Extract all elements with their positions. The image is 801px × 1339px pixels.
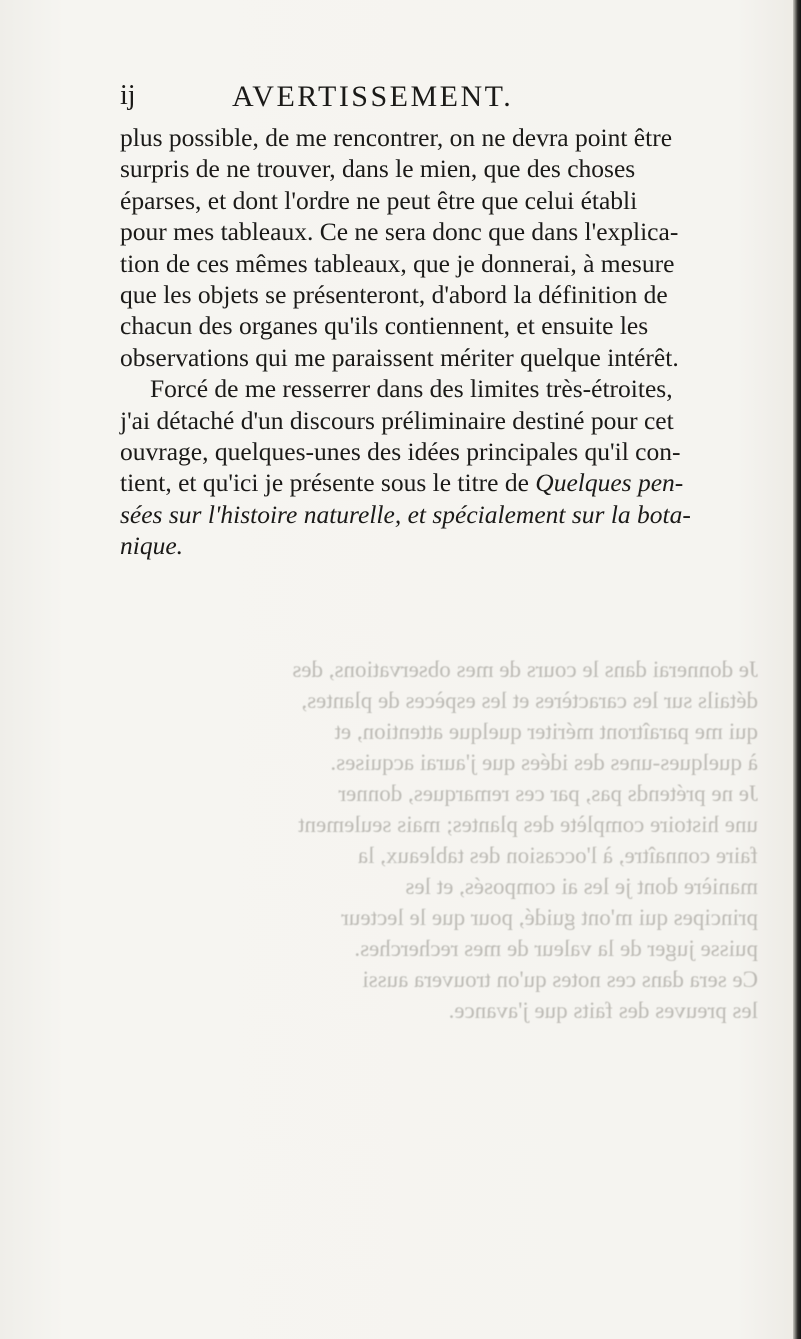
body-text [120, 122, 770, 562]
bleed-through-text [238, 654, 758, 1039]
text-line: surpris de ne trouver, dans le mien, que des choses [120, 154, 636, 184]
paragraph-2 [120, 373, 770, 561]
text-line: j'ai détaché d'un discours préliminaire destiné pour cet [120, 405, 674, 435]
bleed-line: Je ne prétends pas, par ces remarques, donner [338, 781, 758, 806]
text-line: observations qui me paraissent mériter quelque intérêt. [120, 342, 679, 372]
text-line: plus possible, de me rencontrer, on ne devra point être [120, 123, 673, 152]
text-line: tion de ces mêmes tableaux, que je donnerai, à mesure [120, 248, 675, 278]
bleed-line: manière dont je les ai composés, et les [405, 874, 758, 899]
bleed-line: à quelques-unes des idées que j'aurai acquises. [330, 750, 758, 775]
text-line: pour mes tableaux. Ce ne sera donc que dans l'explica- [120, 217, 679, 247]
bleed-line: faire connaître, à l'occasion des tableaux, la [357, 843, 758, 868]
bleed-line: une histoire complète des plantes; mais seulement [298, 812, 758, 837]
text-line: tient, et qu'ici je présente sous le titre de [120, 468, 536, 498]
text-line: Forcé de me resserrer dans des limites très-étroites, [150, 374, 673, 404]
page-number: ij [120, 80, 136, 111]
bleed-line: qui me paraîtront mériter quelque attention, et [334, 719, 758, 744]
running-header [120, 80, 760, 120]
title-italic-start: Quelques pen- [535, 468, 684, 498]
text-line: éparses, et dont l'ordre ne peut être que celui établi [120, 185, 638, 215]
bleed-line: détails sur les caractères et les espèces de plantes, [301, 688, 758, 713]
title-italic-line: nique. [120, 531, 184, 561]
title-italic-line: sées sur l'histoire naturelle, et spécialement sur la bota- [120, 499, 691, 529]
text-line-with-title [120, 467, 770, 498]
paragraph-1 [120, 122, 770, 373]
running-head-title: AVERTISSEMENT. [232, 80, 514, 113]
bleed-line: les preuves des faits que j'avance. [448, 998, 758, 1023]
text-line: que les objets se présenteront, d'abord la définition de [120, 280, 668, 310]
page-edge-shadow [793, 0, 801, 1339]
bleed-line: puisse juger de la valeur de mes recherches. [354, 936, 758, 961]
text-line: chacun des organes qu'ils contiennent, et ensuite les [120, 311, 649, 341]
bleed-line: principes qui m'ont guidé, pour que le lecteur [341, 905, 758, 930]
text-line: ouvrage, quelques-unes des idées principales qu'il con- [120, 437, 681, 467]
bleed-line: Ce sera dans ces notes qu'on trouvera aussi [362, 967, 758, 992]
bleed-line: Je donnerai dans le cours de mes observations, des [292, 657, 758, 682]
